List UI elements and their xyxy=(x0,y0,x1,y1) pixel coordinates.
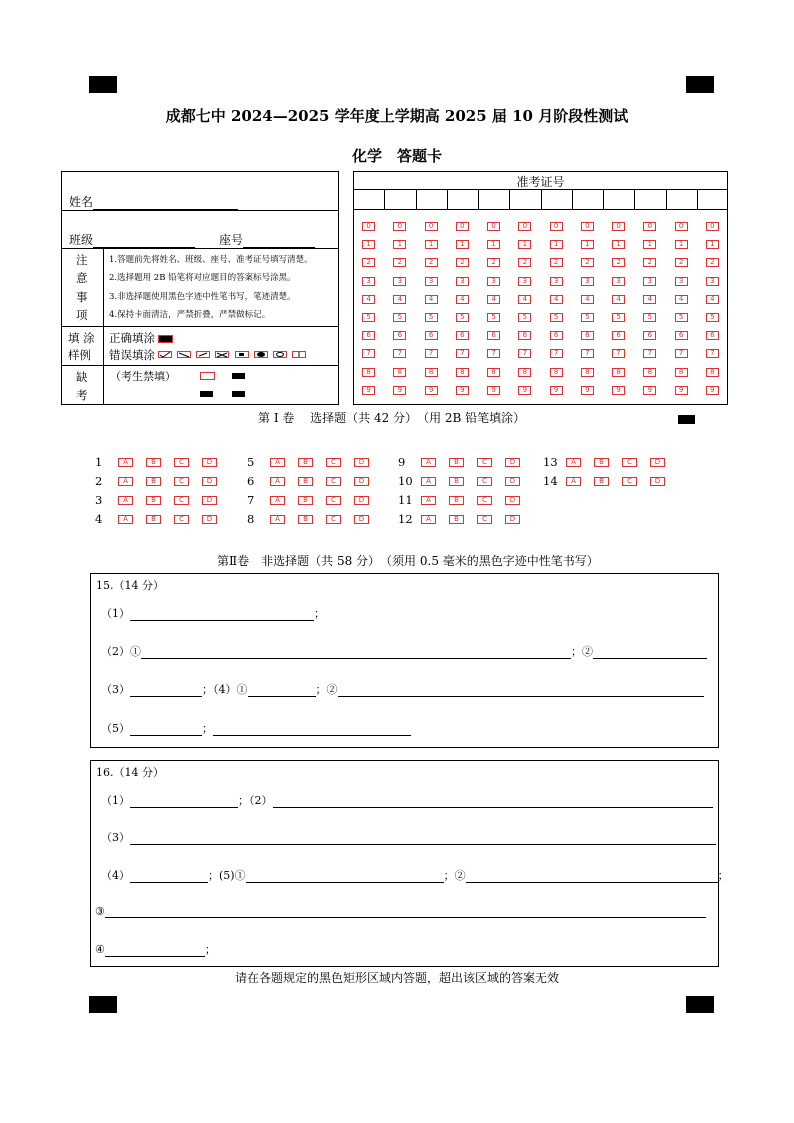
absent-note: （考生禁填） xyxy=(110,370,176,383)
exam-id-bubble[interactable]: 9 xyxy=(362,386,375,395)
exam-id-bubble[interactable]: 7 xyxy=(518,349,531,358)
footer-note: 请在各题规定的黑色矩形区域内答题，超出该区域的答案无效 xyxy=(234,971,559,985)
question-number: 5 xyxy=(247,455,255,469)
option-bubble[interactable]: B xyxy=(298,458,313,467)
exam-id-bubble[interactable]: 8 xyxy=(425,368,438,377)
option-bubble[interactable]: D xyxy=(202,496,217,505)
option-bubble[interactable]: D xyxy=(650,477,665,486)
absent-label-1: 缺 xyxy=(76,370,88,384)
option-bubble[interactable]: D xyxy=(202,458,217,467)
option-bubble[interactable]: A xyxy=(566,477,581,486)
option-bubble[interactable]: D xyxy=(505,458,520,467)
exam-id-bubble[interactable]: 8 xyxy=(518,368,531,377)
option-bubble[interactable]: A xyxy=(118,477,133,486)
exam-id-bubble[interactable]: 9 xyxy=(518,386,531,395)
exam-id-bubble[interactable]: 2 xyxy=(581,258,594,267)
option-bubble[interactable]: B xyxy=(298,477,313,486)
exam-id-bubble[interactable]: 3 xyxy=(643,277,656,286)
option-bubble[interactable]: A xyxy=(421,458,436,467)
notes-label-4: 项 xyxy=(76,308,88,322)
name-label: 姓名 xyxy=(69,195,94,209)
q16-part1-2 xyxy=(101,792,713,808)
option-bubble[interactable]: C xyxy=(326,496,341,505)
question-number: 2 xyxy=(95,474,103,488)
exam-id-bubble[interactable]: 8 xyxy=(550,368,563,377)
exam-id-bubble[interactable]: 0 xyxy=(675,222,688,231)
exam-id-bubble[interactable]: 3 xyxy=(518,277,531,286)
registration-mark-top-right xyxy=(686,76,714,93)
option-bubble[interactable]: D xyxy=(505,515,520,524)
option-bubble[interactable]: C xyxy=(622,477,637,486)
exam-id-bubble[interactable]: 3 xyxy=(487,277,500,286)
q15-blank-4b[interactable] xyxy=(338,683,704,697)
question-number: 4 xyxy=(95,512,103,526)
question-number: 13 xyxy=(543,455,558,469)
q16-part5c-label: ③ xyxy=(95,905,105,918)
absent-bubble[interactable] xyxy=(200,372,215,380)
q15-part5 xyxy=(101,720,411,736)
q16-part5b-label: ；② xyxy=(443,869,466,882)
exam-id-bubble[interactable]: 0 xyxy=(362,222,375,231)
exam-id-bubble[interactable]: 5 xyxy=(487,313,500,322)
option-bubble[interactable]: A xyxy=(118,496,133,505)
option-bubble[interactable]: B xyxy=(594,477,609,486)
exam-id-bubble[interactable]: 6 xyxy=(362,331,375,340)
q16-blank-2[interactable] xyxy=(273,794,713,808)
exam-id-bubble[interactable]: 7 xyxy=(581,349,594,358)
option-bubble[interactable]: C xyxy=(477,496,492,505)
exam-id-bubble[interactable]: 9 xyxy=(612,386,625,395)
exam-id-bubble[interactable]: 6 xyxy=(675,331,688,340)
exam-id-bubble[interactable]: 0 xyxy=(612,222,625,231)
exam-id-bubble[interactable]: 4 xyxy=(581,295,594,304)
q15-part1-label: （1） xyxy=(101,607,130,620)
exam-id-bubble[interactable]: 0 xyxy=(425,222,438,231)
seat-field[interactable] xyxy=(219,231,315,248)
option-bubble[interactable]: A xyxy=(270,458,285,467)
exam-id-bubble[interactable]: 6 xyxy=(612,331,625,340)
note-item-1: 1.答题前先将姓名、班级、座号、准考证号填写清楚。 xyxy=(109,255,313,265)
exam-id-bubble[interactable]: 8 xyxy=(675,368,688,377)
exam-id-bubble[interactable]: 6 xyxy=(643,331,656,340)
q16-part4-5 xyxy=(101,867,729,883)
exam-id-bubble[interactable]: 2 xyxy=(675,258,688,267)
exam-id-bubble[interactable]: 5 xyxy=(425,313,438,322)
option-bubble[interactable]: D xyxy=(202,477,217,486)
exam-id-bubble[interactable]: 3 xyxy=(581,277,594,286)
exam-id-bubble[interactable]: 7 xyxy=(706,349,719,358)
option-bubble[interactable]: D xyxy=(354,515,369,524)
exam-id-bubble[interactable]: 6 xyxy=(487,331,500,340)
q15-part4-label: ；（4）① xyxy=(202,683,248,696)
exam-id-bubble[interactable]: 2 xyxy=(456,258,469,267)
exam-id-bubble[interactable]: 9 xyxy=(675,386,688,395)
q16-blank-4[interactable] xyxy=(130,869,208,883)
exam-id-bubble[interactable]: 6 xyxy=(425,331,438,340)
exam-id-bubble[interactable]: 9 xyxy=(581,386,594,395)
q15-part3-label: （3） xyxy=(101,683,130,696)
exam-id-bubble[interactable]: 0 xyxy=(456,222,469,231)
exam-id-bubble[interactable]: 8 xyxy=(487,368,500,377)
exam-id-bubble[interactable]: 8 xyxy=(393,368,406,377)
exam-id-bubble[interactable]: 0 xyxy=(706,222,719,231)
q15-blank-2b[interactable] xyxy=(593,645,707,659)
exam-id-bubble[interactable]: 2 xyxy=(518,258,531,267)
section2-heading: 第Ⅱ卷 非选择题（共 58 分） （须用 0.5 毫米的黑色字迹中性笔书写） xyxy=(217,554,599,568)
exam-id-bubble[interactable]: 2 xyxy=(643,258,656,267)
option-bubble[interactable]: B xyxy=(298,515,313,524)
registration-mark-bottom-left xyxy=(89,996,117,1013)
class-field[interactable] xyxy=(69,231,195,248)
exam-title: 成都七中 2024—2025 学年度上学期高 2025 届 10 月阶段性测试 xyxy=(165,107,629,125)
q15-title: 15.（14 分） xyxy=(96,579,164,592)
answer-sheet-subtitle: 化学 答题卡 xyxy=(351,147,442,165)
exam-id-title: 准考证号 xyxy=(516,175,565,189)
q16-blank-5b[interactable] xyxy=(466,869,718,883)
q15-semicolon: ； xyxy=(314,607,325,620)
note-item-3: 3.非选择题使用黑色字迹中性笔书写，笔迹清楚。 xyxy=(109,292,296,302)
q16-part4-label: （4） xyxy=(101,869,130,882)
option-bubble[interactable]: C xyxy=(477,515,492,524)
option-bubble[interactable]: C xyxy=(477,477,492,486)
q16-part5d xyxy=(95,941,216,957)
exam-id-bubble[interactable]: 6 xyxy=(393,331,406,340)
exam-id-bubble[interactable]: 0 xyxy=(550,222,563,231)
q15-part2 xyxy=(101,643,707,659)
q15-part5-label: （5） xyxy=(101,722,130,735)
exam-id-bubble[interactable]: 0 xyxy=(487,222,500,231)
exam-id-bubble[interactable]: 1 xyxy=(675,240,688,249)
exam-id-bubble[interactable]: 1 xyxy=(706,240,719,249)
exam-id-bubble[interactable]: 3 xyxy=(550,277,563,286)
exam-id-bubble[interactable]: 8 xyxy=(581,368,594,377)
option-bubble[interactable]: C xyxy=(326,458,341,467)
seat-label: 座号 xyxy=(219,233,244,247)
option-bubble[interactable]: A xyxy=(421,515,436,524)
exam-id-bubble[interactable]: 5 xyxy=(675,313,688,322)
absent-mark-3 xyxy=(232,391,245,397)
q16-part3 xyxy=(101,829,716,845)
exam-id-bubble[interactable]: 9 xyxy=(456,386,469,395)
q16-part5c xyxy=(95,904,706,918)
fill-example-label-2: 样例 xyxy=(68,348,91,362)
exam-id-bubble[interactable]: 3 xyxy=(612,277,625,286)
section1-heading: 第 I 卷 选择题（共 42 分） （用 2B 铅笔填涂） xyxy=(258,411,526,425)
exam-id-bubble[interactable]: 8 xyxy=(643,368,656,377)
notes-label-2: 意 xyxy=(76,271,88,285)
exam-id-bubble[interactable]: 8 xyxy=(362,368,375,377)
q15-blank-4a[interactable] xyxy=(248,683,316,697)
option-bubble[interactable]: C xyxy=(174,496,189,505)
exam-id-bubble[interactable]: 0 xyxy=(518,222,531,231)
option-bubble[interactable]: A xyxy=(421,496,436,505)
exam-id-bubble[interactable]: 5 xyxy=(550,313,563,322)
exam-id-bubble[interactable]: 0 xyxy=(393,222,406,231)
exam-id-bubble[interactable]: 5 xyxy=(612,313,625,322)
q15-part1 xyxy=(101,605,325,621)
q16-title: 16.（14 分） xyxy=(96,766,164,779)
fill-example-label-1: 填 涂 xyxy=(68,331,95,345)
exam-id-bubble[interactable]: 2 xyxy=(487,258,500,267)
q16-semicolon: ； xyxy=(717,869,729,882)
option-bubble[interactable]: A xyxy=(270,515,285,524)
option-bubble[interactable]: D xyxy=(505,496,520,505)
exam-id-bubble[interactable]: 9 xyxy=(706,386,719,395)
option-bubble[interactable]: D xyxy=(505,477,520,486)
exam-id-bubble[interactable]: 3 xyxy=(425,277,438,286)
q15-blank-2a[interactable] xyxy=(141,645,571,659)
option-bubble[interactable]: C xyxy=(326,477,341,486)
q16-blank-5c[interactable] xyxy=(105,904,706,918)
exam-id-bubble[interactable]: 3 xyxy=(456,277,469,286)
option-bubble[interactable]: C xyxy=(326,515,341,524)
notes-label-1: 注 xyxy=(76,253,88,267)
exam-id-bubble[interactable]: 8 xyxy=(612,368,625,377)
exam-id-bubble[interactable]: 0 xyxy=(643,222,656,231)
question-number: 11 xyxy=(398,493,413,507)
exam-id-bubble[interactable]: 7 xyxy=(425,349,438,358)
absent-mark-2 xyxy=(200,391,213,397)
exam-id-bubble[interactable]: 2 xyxy=(362,258,375,267)
option-bubble[interactable]: A xyxy=(118,458,133,467)
q15-blank-5a[interactable] xyxy=(130,722,202,736)
registration-mark-mid-right xyxy=(678,415,695,424)
q16-part5d-label: ④ xyxy=(95,943,105,956)
exam-id-bubble[interactable]: 1 xyxy=(581,240,594,249)
exam-id-bubble[interactable]: 1 xyxy=(487,240,500,249)
name-field[interactable] xyxy=(69,193,238,210)
exam-id-bubble[interactable]: 4 xyxy=(487,295,500,304)
option-bubble[interactable]: C xyxy=(174,477,189,486)
option-bubble[interactable]: B xyxy=(449,458,464,467)
exam-id-bubble[interactable]: 4 xyxy=(362,295,375,304)
exam-id-bubble[interactable]: 7 xyxy=(612,349,625,358)
wrong-fill-label: 错误填涂 xyxy=(109,348,155,362)
exam-id-bubble[interactable]: 0 xyxy=(581,222,594,231)
exam-id-bubble[interactable]: 3 xyxy=(393,277,406,286)
q15-semicolon-2: ； xyxy=(202,722,213,735)
option-bubble[interactable]: A xyxy=(118,515,133,524)
question-number: 1 xyxy=(95,455,103,469)
note-item-2: 2.选择题用 2B 铅笔将对应题目的答案标号涂黑。 xyxy=(109,273,296,283)
correct-fill-sample xyxy=(158,335,173,343)
exam-id-bubble[interactable]: 1 xyxy=(425,240,438,249)
option-bubble[interactable]: B xyxy=(146,496,161,505)
class-label: 班级 xyxy=(69,233,94,247)
exam-id-bubble[interactable]: 5 xyxy=(456,313,469,322)
option-bubble[interactable]: B xyxy=(449,496,464,505)
exam-id-bubble[interactable]: 9 xyxy=(425,386,438,395)
option-bubble[interactable]: A xyxy=(421,477,436,486)
q15-part4b-label: ；② xyxy=(315,683,338,696)
exam-id-bubble[interactable]: 2 xyxy=(393,258,406,267)
exam-id-bubble[interactable]: 1 xyxy=(393,240,406,249)
exam-id-bubble[interactable]: 7 xyxy=(487,349,500,358)
exam-id-bubble[interactable]: 4 xyxy=(612,295,625,304)
q16-blank-5a[interactable] xyxy=(246,869,444,883)
notes-label-3: 事 xyxy=(76,290,88,304)
option-bubble[interactable]: B xyxy=(594,458,609,467)
exam-id-bubble[interactable]: 2 xyxy=(706,258,719,267)
exam-id-bubble[interactable]: 6 xyxy=(518,331,531,340)
exam-id-bubble[interactable]: 5 xyxy=(362,313,375,322)
q16-blank-1[interactable] xyxy=(130,794,238,808)
exam-id-bubble[interactable]: 4 xyxy=(518,295,531,304)
exam-id-bubble[interactable]: 8 xyxy=(706,368,719,377)
exam-id-bubble[interactable]: 5 xyxy=(518,313,531,322)
option-bubble[interactable]: C xyxy=(174,458,189,467)
exam-id-bubble[interactable]: 9 xyxy=(393,386,406,395)
exam-id-bubble[interactable]: 4 xyxy=(706,295,719,304)
question-number: 7 xyxy=(247,493,255,507)
question-number: 9 xyxy=(398,455,406,469)
q16-blank-5d[interactable] xyxy=(105,943,205,957)
registration-mark-bottom-right xyxy=(686,996,714,1013)
question-number: 12 xyxy=(398,512,413,526)
exam-id-bubble[interactable]: 1 xyxy=(456,240,469,249)
option-bubble[interactable]: C xyxy=(622,458,637,467)
q15-blank-5b[interactable] xyxy=(213,722,411,736)
exam-id-bubble[interactable]: 1 xyxy=(518,240,531,249)
exam-id-bubble[interactable]: 7 xyxy=(393,349,406,358)
option-bubble[interactable]: D xyxy=(354,496,369,505)
exam-id-bubble[interactable]: 2 xyxy=(612,258,625,267)
exam-id-bubble[interactable]: 2 xyxy=(550,258,563,267)
exam-id-bubble[interactable]: 6 xyxy=(456,331,469,340)
exam-id-bubble[interactable]: 4 xyxy=(550,295,563,304)
absent-label-2: 考 xyxy=(76,388,88,402)
exam-id-bubble[interactable]: 7 xyxy=(550,349,563,358)
exam-id-bubble[interactable]: 7 xyxy=(643,349,656,358)
question-number: 3 xyxy=(95,493,103,507)
exam-id-bubble[interactable]: 8 xyxy=(456,368,469,377)
exam-id-bubble[interactable]: 4 xyxy=(393,295,406,304)
exam-id-bubble[interactable]: 9 xyxy=(550,386,563,395)
exam-id-bubble[interactable]: 3 xyxy=(362,277,375,286)
option-bubble[interactable]: A xyxy=(566,458,581,467)
exam-id-bubble[interactable]: 3 xyxy=(706,277,719,286)
exam-id-bubble[interactable]: 7 xyxy=(675,349,688,358)
exam-id-bubble[interactable]: 4 xyxy=(675,295,688,304)
exam-id-bubble[interactable]: 2 xyxy=(425,258,438,267)
q16-part3-label: （3） xyxy=(101,831,130,844)
exam-id-bubble[interactable]: 1 xyxy=(550,240,563,249)
exam-id-bubble[interactable]: 1 xyxy=(362,240,375,249)
q15-blank-1[interactable] xyxy=(130,607,314,621)
option-bubble[interactable]: D xyxy=(354,458,369,467)
q15-part3-4 xyxy=(101,681,704,697)
option-bubble[interactable]: D xyxy=(354,477,369,486)
exam-id-bubble[interactable]: 5 xyxy=(393,313,406,322)
exam-id-bubble[interactable]: 4 xyxy=(425,295,438,304)
option-bubble[interactable]: C xyxy=(477,458,492,467)
option-bubble[interactable]: D xyxy=(202,515,217,524)
exam-id-bubble[interactable]: 5 xyxy=(706,313,719,322)
wrong-fill-samples xyxy=(158,350,308,360)
q16-semicolon-2: ； xyxy=(204,943,216,956)
exam-id-bubble[interactable]: 6 xyxy=(706,331,719,340)
exam-id-bubble[interactable]: 6 xyxy=(550,331,563,340)
exam-id-bubble[interactable]: 7 xyxy=(362,349,375,358)
exam-id-bubble[interactable]: 5 xyxy=(581,313,594,322)
exam-id-bubble[interactable]: 1 xyxy=(612,240,625,249)
q16-part2-label: ；（2） xyxy=(238,794,273,807)
exam-id-bubble[interactable]: 7 xyxy=(456,349,469,358)
registration-mark-top-left xyxy=(89,76,117,93)
exam-id-bubble[interactable]: 4 xyxy=(456,295,469,304)
q15-part2-label: （2）① xyxy=(101,645,141,658)
question-number: 10 xyxy=(398,474,413,488)
exam-id-bubble[interactable]: 9 xyxy=(487,386,500,395)
option-bubble[interactable]: B xyxy=(449,477,464,486)
option-bubble[interactable]: B xyxy=(146,515,161,524)
question-number: 8 xyxy=(247,512,255,526)
option-bubble[interactable]: B xyxy=(298,496,313,505)
exam-id-bubble[interactable]: 9 xyxy=(643,386,656,395)
q16-blank-3[interactable] xyxy=(130,831,716,845)
exam-id-bubble[interactable]: 4 xyxy=(643,295,656,304)
note-item-4: 4.保持卡面清洁，严禁折叠，严禁做标记。 xyxy=(109,310,271,320)
q15-blank-3[interactable] xyxy=(130,683,202,697)
option-bubble[interactable]: D xyxy=(650,458,665,467)
q15-part2b-label: ；② xyxy=(571,645,593,658)
exam-id-bubble[interactable]: 3 xyxy=(675,277,688,286)
option-bubble[interactable]: B xyxy=(146,477,161,486)
exam-id-bubble[interactable]: 5 xyxy=(643,313,656,322)
option-bubble[interactable]: B xyxy=(449,515,464,524)
q16-part1-label: （1） xyxy=(101,794,130,807)
q16-part5-label: ；(5)① xyxy=(208,869,246,882)
correct-fill-label: 正确填涂 xyxy=(109,331,155,345)
option-bubble[interactable]: A xyxy=(270,496,285,505)
question-number: 6 xyxy=(247,474,255,488)
absent-mark-1 xyxy=(232,373,245,379)
option-bubble[interactable]: B xyxy=(146,458,161,467)
exam-id-bubble[interactable]: 1 xyxy=(643,240,656,249)
question-number: 14 xyxy=(543,474,558,488)
option-bubble[interactable]: A xyxy=(270,477,285,486)
option-bubble[interactable]: C xyxy=(174,515,189,524)
exam-id-bubble[interactable]: 6 xyxy=(581,331,594,340)
